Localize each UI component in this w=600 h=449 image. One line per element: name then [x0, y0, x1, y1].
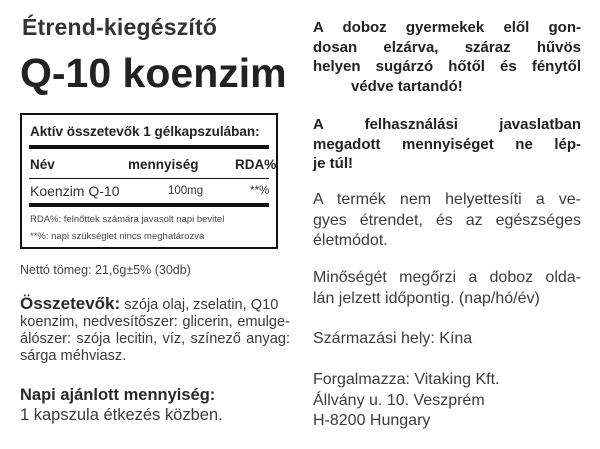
- ingredients-line: álószer: szója lecitin, víz, színező anyag:: [20, 331, 290, 347]
- column-header-name: Név: [30, 157, 55, 172]
- ingredients-label: Összetevők:: [20, 294, 121, 313]
- ingredients-line: sárga méhviasz.: [20, 348, 127, 364]
- net-weight: Nettó tömeg: 21,6g±5% (30db): [20, 263, 191, 277]
- column-header-amount: mennyiség: [128, 157, 199, 172]
- text-line: Származási hely: Kína: [313, 330, 473, 347]
- footnote-rda: RDA%: felnőttek számára javasolt napi bevitel: [30, 214, 225, 225]
- column-header-rda: RDA%: [235, 157, 277, 172]
- dosage-title: Napi ajánlott mennyiség:: [20, 386, 216, 404]
- text-line: A doboz gyermekek elől gon-: [313, 19, 581, 36]
- dosage-warning: [313, 115, 581, 174]
- text-line: helyen sugárzó hőtől és fénytől: [313, 58, 581, 75]
- ingredients-line: szója olaj, zselatin, Q10: [124, 297, 279, 313]
- text-line: életmódot.: [313, 232, 388, 249]
- text-line: gyes étrendet, és az egészséges: [313, 211, 581, 229]
- text-line: A termék nem helyettesíti a ve-: [313, 191, 581, 208]
- storage-warning: [313, 18, 581, 96]
- ingredient-name: Koenzim Q-10: [30, 183, 120, 199]
- text-line: Forgalmazza: Vitaking Kft.: [313, 371, 500, 388]
- text-line: védve tartandó!: [351, 77, 463, 95]
- origin: [313, 329, 581, 350]
- text-line: megadott mennyiséget ne lép-: [313, 135, 581, 153]
- expiry-notice: [313, 268, 581, 309]
- ingredients-block: [20, 295, 290, 365]
- ingredients-line: koenzim, nedvesítőszer: glicerin, emulge-: [20, 314, 290, 330]
- text-line: Minőségét megőrzi a doboz olda-: [313, 269, 581, 286]
- dosage-text: 1 kapszula étkezés közben.: [20, 406, 223, 424]
- nutrition-table-heading: Aktív összetevők 1 gélkapszulában:: [30, 124, 260, 139]
- divider: [29, 145, 269, 149]
- text-line: A felhasználási javaslatban: [313, 116, 581, 133]
- diet-notice: [313, 190, 581, 252]
- ingredient-amount: 100mg: [168, 185, 204, 197]
- distributor: [313, 370, 581, 432]
- text-line: lán jelzett időpontig. (nap/hó/év): [313, 289, 540, 307]
- divider: [29, 203, 269, 207]
- text-line: H-8200 Hungary: [313, 412, 431, 429]
- product-subtitle: Étrend-kiegészítő: [22, 14, 218, 40]
- text-line: je túl!: [313, 155, 353, 172]
- footnote-undefined: **%: napi szükséglet nincs meghatározva: [30, 231, 205, 242]
- product-title: Q-10 koenzim: [20, 50, 287, 96]
- text-line: Állvány u. 10. Veszprém: [313, 391, 485, 409]
- divider: [29, 178, 269, 179]
- text-line: dosan elzárva, száraz hűvös: [313, 38, 581, 56]
- nutrition-table: [20, 113, 278, 249]
- ingredient-rda: **%: [250, 185, 270, 197]
